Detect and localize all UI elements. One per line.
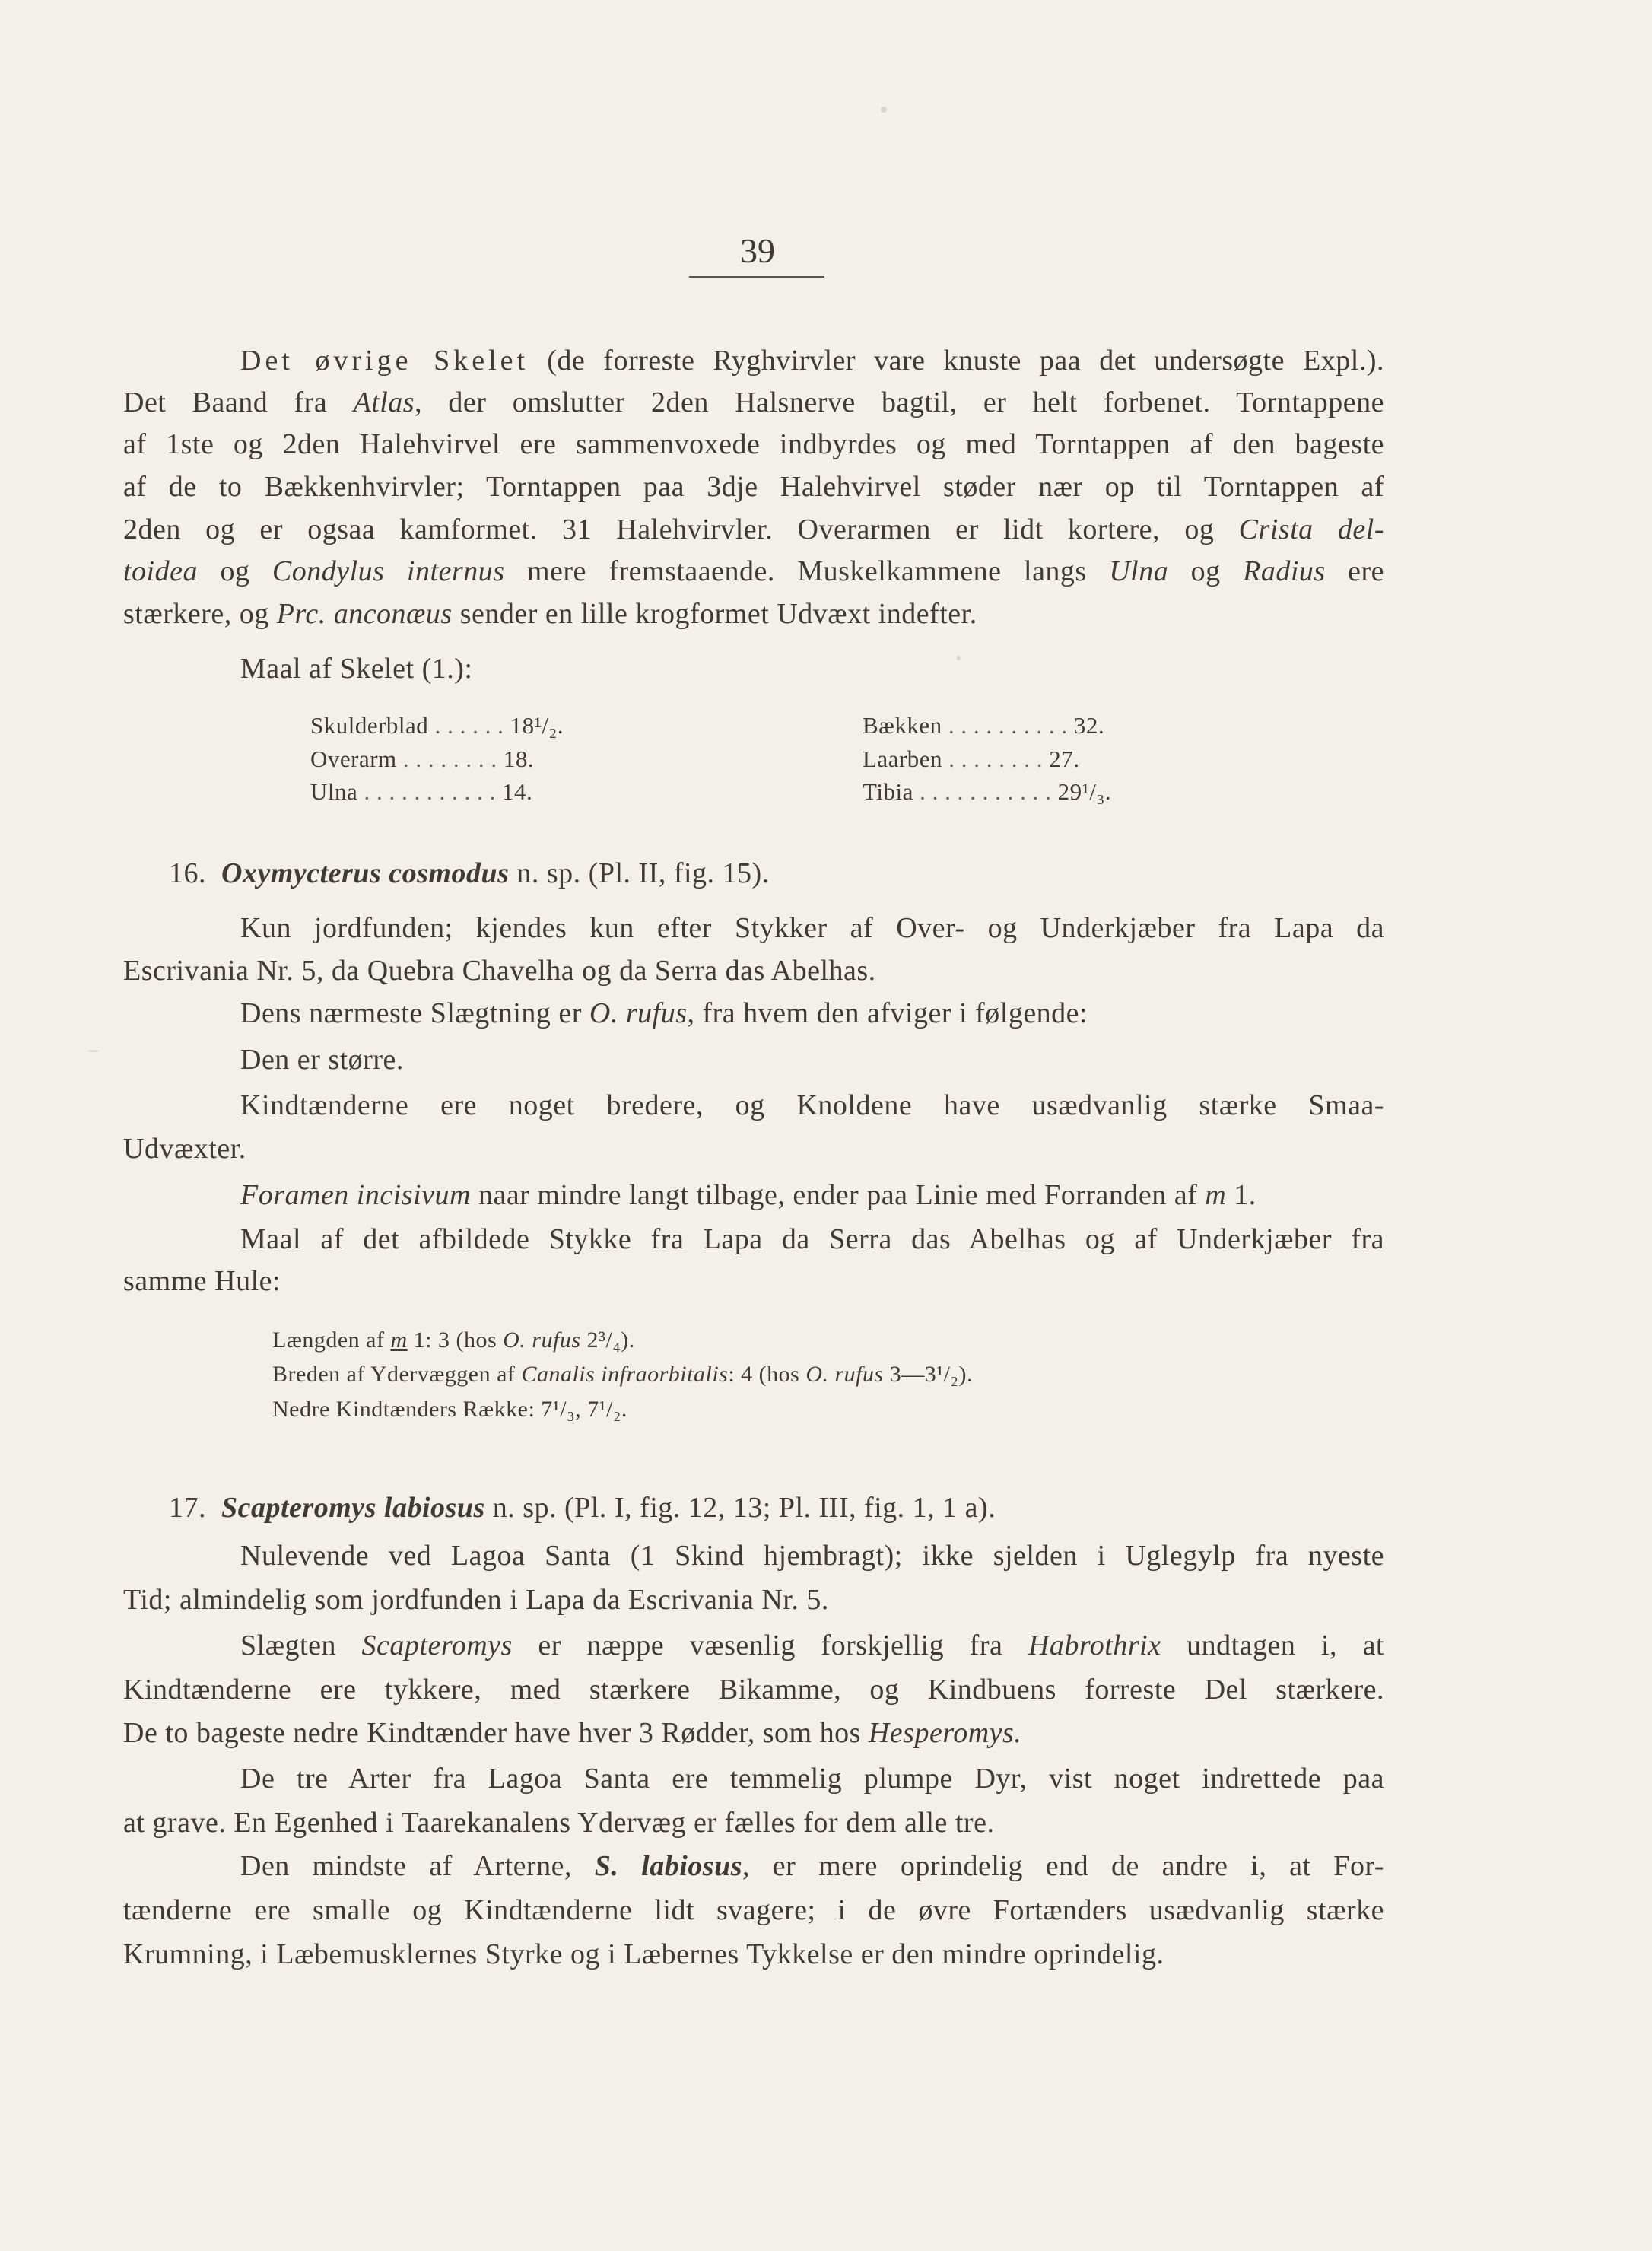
measure-row: Overarm . . . . . . . . 18. [310,746,535,772]
measure-row: Bækken . . . . . . . . . . 32. [863,712,1105,739]
text-line: Nulevende ved Lagoa Santa (1 Skind hjembragt); ikke sjelden i Uglegylp fra nyeste [240,1540,1384,1572]
text-line: Dens nærmeste Slægtning er O. rufus, fra hvem den afviger i følgende: [240,997,1088,1029]
text-line: at grave. En Egenhed i Taarekanalens Ydervæg er fælles for dem alle tre. [123,1807,995,1839]
text-line: Kindtænderne ere tykkere, med stærkere Bikamme, og Kindbuens forreste Del stærkere. [123,1674,1384,1706]
measure-row: Tibia . . . . . . . . . . . 29¹/₃. [863,778,1112,805]
paper-speck [88,1050,99,1052]
page-number-rule [689,276,824,278]
text-line: toidea og Condylus internus mere fremstaaende. Muskelkammene langs Ulna og Radius ere [123,555,1385,587]
text-line: tænderne ere smalle og Kindtænderne lidt svagere; i de øvre Fortænders usædvanlig stærke [123,1894,1384,1926]
text-line: 2den og er ogsaa kamformet. 31 Halehvirvler. Overarmen er lidt kortere, og Crista del- [123,513,1384,545]
text-line: Udvæxter. [123,1133,246,1165]
text-line: Kindtænderne ere noget bredere, og Knoldene have usædvanlig stærke Smaa- [240,1089,1384,1121]
text-line: samme Hule: [123,1265,281,1297]
text-line: Tid; almindelig som jordfunden i Lapa da Escrivania Nr. 5. [123,1584,829,1616]
page-number: 39 [740,231,775,270]
measure-row: Ulna . . . . . . . . . . . 14. [310,778,533,805]
text-line: af 1ste og 2den Halehvirvel ere sammenvoxede indbyrdes og med Torntappen af den bageste [123,428,1384,460]
text-line: af de to Bækkenhvirvler; Torntappen paa 3dje Halehvirvel støder nær op til Torntappen af [123,471,1384,503]
measure-line: Breden af Ydervæggen af Canalis infraorbitalis: 4 (hos O. rufus 3—3¹/₂). [272,1362,973,1387]
measure-line: Nedre Kindtænders Række: 7¹/₃, 7¹/₂. [272,1397,627,1422]
text-line: Foramen incisivum naar mindre langt tilbage, ender paa Linie med Forranden af m 1. [240,1179,1256,1211]
species-heading-17: 17. Scapteromys labiosus n. sp. (Pl. I, fig. 12, 13; Pl. III, fig. 1, 1 a). [169,1492,996,1524]
text-line: Slægten Scapteromys er næppe væsenlig forskjellig fra Habrothrix undtagen i, at [240,1629,1384,1661]
measure-row: Skulderblad . . . . . . 18¹/₂. [310,712,564,739]
species-heading-16: 16. Oxymycterus cosmodus n. sp. (Pl. II, fig. 15). [169,857,770,889]
text-line: Den er større. [240,1044,404,1076]
text-line: Kun jordfunden; kjendes kun efter Stykker af Over- og Underkjæber fra Lapa da [240,912,1384,944]
text-line: De tre Arter fra Lagoa Santa ere temmelig plumpe Dyr, vist noget indrettede paa [240,1763,1384,1795]
measure-line: Længden af m 1: 3 (hos O. rufus 2³/₄). [272,1327,635,1353]
text-line: Escrivania Nr. 5, da Quebra Chavelha og da Serra das Abelhas. [123,955,876,987]
text-line: Krumning, i Læbemusklernes Styrke og i Læbernes Tykkelse er den mindre oprindelig. [123,1938,1164,1970]
text-line: Maal af det afbildede Stykke fra Lapa da Serra das Abelhas og af Underkjæber fra [240,1223,1384,1255]
text-line: De to bageste nedre Kindtænder have hver 3 Rødder, som hos Hesperomys. [123,1717,1022,1749]
text-line: stærkere, og Prc. anconæus sender en lille krogformet Udvæxt indefter. [123,598,977,630]
paper-speck [957,656,961,660]
measure-row: Laarben . . . . . . . . 27. [863,746,1080,772]
text-line: Det Baand fra Atlas, der omslutter 2den Halsnerve bagtil, er helt forbenet. Torntappene [123,386,1384,418]
paper-speck [881,107,887,113]
maal-heading: Maal af Skelet (1.): [240,653,473,685]
text-line: Den mindste af Arterne, S. labiosus, er mere oprindelig end de andre i, at For- [240,1850,1384,1882]
text-line: Det øvrige Skelet (de forreste Ryghvirvler vare knuste paa det undersøgte Expl.). [240,345,1384,377]
